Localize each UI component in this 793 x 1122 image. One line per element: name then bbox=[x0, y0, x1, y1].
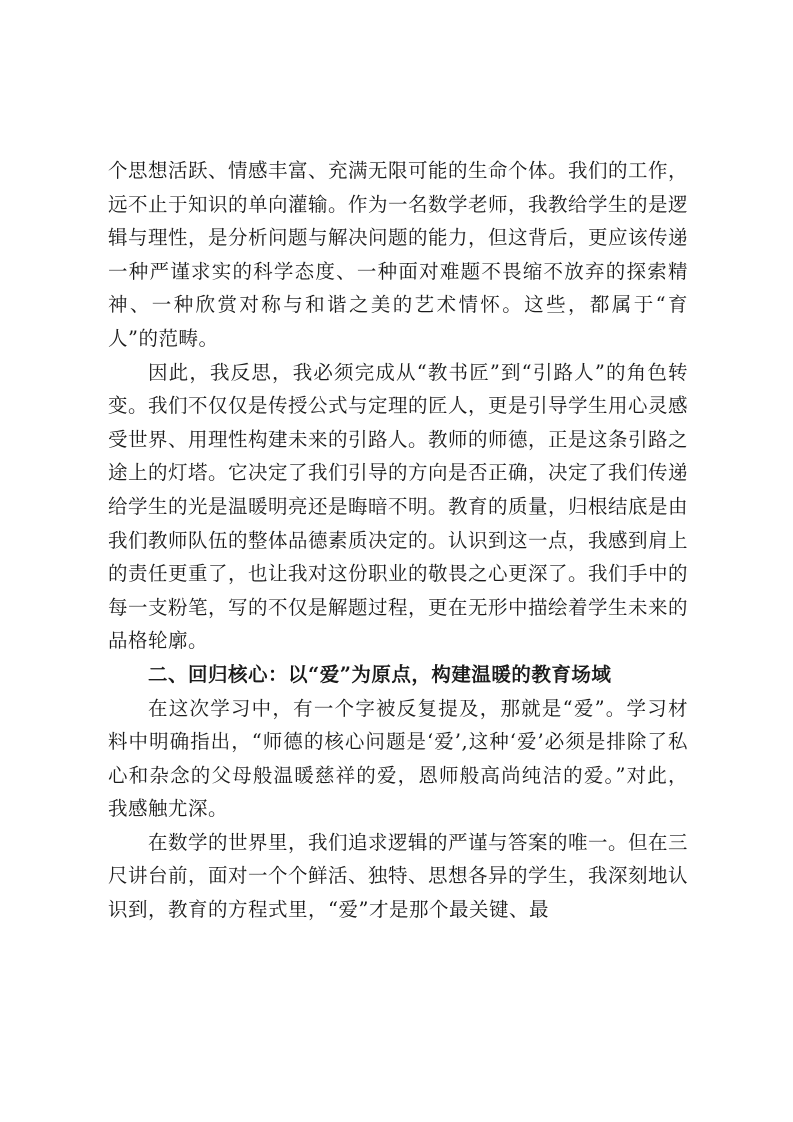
paragraph-4: 在数学的世界里，我们追求逻辑的严谨与答案的唯一。但在三尺讲台前，面对一个个鲜活、独特、思想各异的学生，我深刻地认识到，教育的方程式里，“爱”才是那个最关键、最 bbox=[108, 830, 689, 922]
paragraph-1: 个思想活跃、情感丰富、充满无限可能的生命个体。我们的工作，远不止于知识的单向灌输。作为一名数学老师，我教给学生的是逻辑与理性，是分析问题与解决问题的能力，但这背后，更应该传递一种严谨求实的科学态度、一种面对难题不畏缩不放弃的探索精神、一种欣赏对称与和谐之美的艺术情怀。这些，都属于“育人”的范畴。 bbox=[108, 159, 689, 350]
paragraph-2: 因此，我反思，我必须完成从“教书匠”到“引路人”的角色转变。我们不仅仅是传授公式与定理的匠人，更是引导学生用心灵感受世界、用理性构建未来的引路人。教师的师德，正是这条引路之途上的灯塔。它决定了我们引导的方向是否正确，决定了我们传递给学生的光是温暖明亮还是晦暗不明。教育的质量，归根结底是由我们教师队伍的整体品德素质决定的。认识到这一点，我感到肩上的责任更重了，也让我对这份职业的敬畏之心更深了。我们手中的每一支粉笔，写的不仅是解题过程，更在无形中描绘着学生未来的品格轮廓。 bbox=[108, 360, 689, 653]
section-heading-2: 二、回归核心：以“爱”为原点，构建温暖的教育场域 bbox=[148, 662, 612, 686]
paragraph-3: 在这次学习中，有一个字被反复提及，那就是“爱”。学习材料中明确指出，“师德的核心问题是‘爱’,这种‘爱’必须是排除了私心和杂念的父母般温暖慈祥的爱，恩师般高尚纯洁的爱。”对此，我感触尤深。 bbox=[108, 696, 688, 821]
document-page bbox=[108, 154, 688, 927]
